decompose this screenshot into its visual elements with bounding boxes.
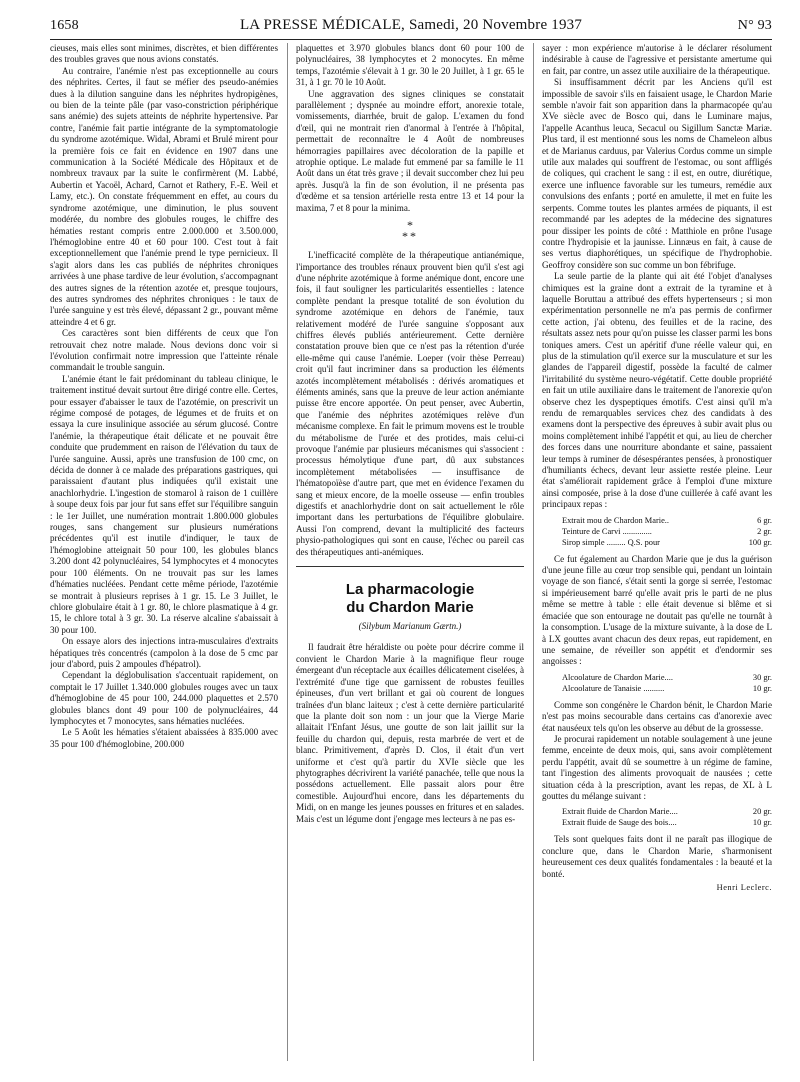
paragraph: L'anémie étant le fait prédominant du tableau clinique, le traitement institué devait surtout être dirigé contre elle. Certes, pour essayer d'abaisser le taux de l'azotémie, on prescrivit un régime composé de potages, de légumes et de fruits et on essaya la cure insulinique associée au sérum glucosé. Contre l'anémie, la thérapeutique était délicate et ne pouvait être conduite que prudemment en raison de l'élévation du taux de l'urée sanguine. Aussi, après une transfusion de 100 cmc, on décida de donner à ce malade des préparations gastriques, qui paraissaient d'autant plus indiquées qu'il existait une anachlorhydrie. L'ingestion de stomarol à raison de 1 cuillère à soupe deux fois par jour fut sans effet sur l'équilibre sanguin : le 1er Juillet, une numération montrait 1.800.000 globules rouges, sans changement sur plusieurs numérations précédentes qu'il est inutile d'indiquer, le taux de l'hémoglobine atteignait 50 pour 100, les globules blancs 3.200 dont 42 polynucléaires, 54 lymphocytes et 4 monocytes pour 100 éléments. On ne trouvait pas sur les lames d'hématies nucléées. Pendant cette même période, l'azotémie se montrait à plusieurs reprises à 1 gr. 15. Le 3 Juillet, le chlore globulaire était à 1 gr. 80, le chlore plasmatique à 4 gr. 15, le chlore total à 3 gr. 30. La réserve alcaline s'abaissait à 30 pour 100. [50, 373, 278, 635]
quantity: 10 gr. [752, 683, 772, 693]
paragraph: Comme son congénère le Chardon bénit, le Chardon Marie n'est pas moins secourable dans certains cas d'anorexie avec état nauséeux tels qu'on les observe au début de la grossesse. [542, 699, 772, 733]
quantity: 30 gr. [752, 672, 772, 682]
column-2 [296, 43, 524, 1061]
paragraph: L'inefficacité complète de la thérapeutique antianémique, l'importance des troubles rénaux prouvent bien qu'il s'est agi d'une néphrite azotémique à forme anémique dont, encore une fois, il faut souligner les particularités essentielles : latence complète pendant la presque totalité de son évolution du syndrome azotémique en dehors de l'anémie, taux relativement modéré de l'urée sanguine s'opposant aux chiffres élevés publiés antérieurement. Cette dernière constatation prouve bien que ce n'est pas la rétention d'urée elle-même qui cause l'anémie. Loeper (voir thèse Perreau) croit qu'il faut incriminer dans sa production les éléments azotés incomplètement métabolisés : dérivés aromatiques et éléments aminés, sans que la preuve de leur action anémiante puisse être encore apportée. On peut penser, avec Aubertin, que l'anémie des néphrites azotémiques relève d'un mécanisme complexe. En fait le primum movens est le trouble du métabolisme de l'urée et des protides, mais celui-ci provoque l'anémie par plusieurs mécanismes qui s'associent : processus hémolytique d'une part, dû aux substances incomplètement métabolisées — insuffisance de l'hématopoïèse d'autre part, que met en évidence l'examen du sang et mieux encore, de la moelle osseuse — enfin troubles digestifs et anachlorhydrie dont on sait actuellement le rôle important dans les perturbations de l'équilibre globulaire. Aussi l'on comprend, devant la multiplicité des facteurs physio-pathologiques qui sont en cause, l'échec ou pareil cas des thérapeutiques anti-anémiques. [296, 250, 524, 557]
section-asterism: * ** [402, 218, 418, 244]
newspaper-page [50, 15, 772, 1077]
recipe-3 [562, 806, 772, 828]
paragraph: Au contraire, l'anémie n'est pas exceptionnelle au cours des néphrites. Certes, il faut se méfier des pseudo-anémies dues à la dilution sanguine dans les néphrites hydropigènes, ou bien de la teinte pâle (par vaso-constriction périphérique sans anémie) des sujets atteints de néphrite hypertensive. Par contre, l'anémie fait partie intégrante de la symptomatologie du syndrome azotémique. Widal, Abrami et Brulé mirent pour la première fois ce fait en évidence en 1907 dans une communication à la Société Médicale des Hôpitaux et de nombreux travaux par la suite le confirmèrent (M. Labbé, Aubertin et Yacoël, Achard, Carnot et Rathery, F.-E. Weil et Lamy, etc.). On constate fréquemment en effet, au cours du syndrome azotémique, une diminution, le plus souvent modérée, du nombre des globules rouges, le chiffre des hématies restant compris entre 2.000.000 et 3.500.000, l'hémoglobine entre 40 et 60 pour 100. C'est tout à fait exceptionnellement que l'anémie prend le type pernicieux. Il s'agit alors dans les cas publiés de néphrites chroniques arrivées à une phase tardive de leur évolution, s'accompagnant des autres signes de la rétention azotée et, presque toujours, des autres syndromes des néphrites chroniques : le taux de l'urée sanguine y est très élevé, dépassant 2 gr., pouvant même atteindre 4 et 6 gr. [50, 65, 278, 327]
paragraph: Il faudrait être héraldiste ou poète pour décrire comme il convient le Chardon Marie à la magnifique fleur rouge émergeant d'un réceptacle aux écailles délicatement ciselées, à l'extrémité d'une tige que garnissent de robustes feuilles épineuses, d'un vert brillant et gai où courent de longues traînées d'un blanc laiteux ; c'est à cette dernière particularité que la plante doit son nom : un jour que la Vierge Marie allaitait l'Enfant Jésus, une goutte de son lait jaillit sur la feuille du chardon qui, depuis, resta marbrée de vert et de blanc. Primitivement, d'après D. Clos, il était d'un vert uniforme et c'est qu'à partir du XVIe siècle que les phytographes décrivirent la variété panachée, telle que nous la possédons actuellement. Elle passait alors pour être comestible. Aujourd'hui encore, dans les départements du Midi, on en mange les jeunes pousses en fritures et en salades. Mais c'est un légume dont j'engage mes lecteurs à ne pas es- [296, 642, 524, 824]
page-header [50, 15, 772, 39]
column-3 [542, 43, 772, 1061]
paragraph: Ce fut également au Chardon Marie que je dus la guérison d'une jeune fille au cœur trop sensible qui, pendant un lointain voyage de son fiancé, s'était senti la gorge si serrée, l'estomac si impérieusement barré qu'elle avait pris le parti de ne plus même se mettre à table : elle était devenue si blême et si émaciée que son entourage ne doutait pas qu'elle ne tournât à la consomption. L'usage de la mixture suivante, à la dose de L à LX gouttes avant chacun des deux repas, eut rapidement, en une semaine, de réveiller son appétit et d'endormir ses angoisses : [542, 553, 772, 667]
journal-title: LA PRESSE MÉDICALE, Samedi, 20 Novembre 1937 [239, 17, 583, 33]
paragraph: Tels sont quelques faits dont il ne paraît pas illogique de conclure que, dans le Chardon Marie, s'harmonisent heureusement ces deux qualités fondamentales : la beauté et la bonté. [542, 834, 772, 879]
article-title-line: La pharmacologie [345, 581, 475, 599]
quantity: 100 gr. [748, 537, 772, 547]
column-separator [533, 43, 534, 1061]
ingredient: Extrait mou de Chardon Marie.. [562, 515, 669, 525]
quantity: 2 gr. [757, 526, 772, 536]
ingredient: Alcoolature de Chardon Marie.... [562, 672, 673, 682]
article-title-line: du Chardon Marie [346, 599, 474, 617]
ingredient: Teinture de Carvi .............. [562, 526, 652, 536]
paragraph: Si insuffisamment décrit par les Anciens qu'il est impossible de savoir s'ils en faisaient usage, le Chardon Marie semble n'avoir fait son apparition dans la pharmacopée qu'au XVe siècle avec de Bosco qui, dans le Luminare majus, l'appelle Acanthus leuca, Secacul ou Sigillum Sanctæ Mariæ. Plus tard, il est mentionné sous les noms de Chameleon albus et de Marianus carduus, par Valerius Cordus comme un simple utile aux malades qui souffrent de l'estomac, ou sont affligés de coliques, qui crachent le sang : il est, en outre, diurétique, exerce une influence favorable sur les tumeurs, remédie aux convulsions des enfants ; porté en amulette, il met en fuite les serpents. Comme toutes les plantes armées de piquants, il est recommandé par les adeptes de la médecine des signatures pour dissiper les points de côté : Matthiole en prône l'usage contre l'hydropisie et la jaunisse. Linnæus en fait, à cause de ses vertus diaphorétiques, un spécifique de l'hydrophobie. Geoffroy considère son suc comme un bon fébrifuge. [542, 77, 772, 270]
paragraph: sayer : mon expérience m'autorise à le déclarer résolument indésirable à cause de l'agressive et persistante amertume qui en fait, par contre, un assez utile auxiliaire de la thérapeutique. [542, 43, 772, 76]
recipe-line [562, 672, 772, 683]
paragraph: Je procurai rapidement un notable soulagement à une jeune femme, enceinte de deux mois, qui, sans avoir complètement perdu l'appétit, avait dû se soumettre à un régime de famine, tant l'ingestion des aliments provoquait de nausées ; cette situation céda à la prescription, avant les repas, de XL à L gouttes du mélange suivant : [542, 733, 772, 801]
paragraph: cieuses, mais elles sont minimes, discrètes, et bien différentes des troubles graves que nous avions constatés. [50, 43, 278, 65]
quantity: 10 gr. [752, 818, 772, 828]
ingredient: Extrait fluide de Sauge des bois.... [562, 818, 677, 828]
ingredient: Extrait fluide de Chardon Marie.... [562, 807, 678, 817]
recipe-line [562, 683, 772, 694]
page-number: 1658 [50, 18, 79, 33]
issue-number: N° 93 [737, 18, 772, 33]
article-subtitle: (Silybum Marianum Gærtn.) [358, 621, 462, 632]
paragraph: Ces caractères sont bien différents de ceux que l'on retrouvait chez notre malade. Nous devions donc voir si l'évolution confirmait notre impression que l'atteinte rénale commandait le trouble sanguin. [50, 328, 278, 373]
ingredient: Alcoolature de Tanaisie .......... [562, 683, 665, 693]
header-rule [50, 39, 772, 40]
paragraph: Cependant la déglobulisation s'accentuait rapidement, on comptait le 17 Juillet 1.340.000 globules rouges avec un taux d'hémoglobine de 45 pour 100, 244.000 plaquettes et 2.570 globules blancs dont 49 pour 100 de polynucléaires, 44 lymphocytes et 7 monocytes, sans hématies nucléées. [50, 670, 278, 726]
paragraph: La seule partie de la plante qui ait été l'objet d'analyses chimiques est la graine dont a extrait de la tyramine et à laquelle Boruttau a attribué des effets hypertenseurs ; si mon expérimentation personnelle ne m'a pas permis de confirmer cette action, j'ai obtenu, des feuilles et de la racine, des résultats assez nets pour qu'on puisse les classer parmi les bons toniques amers. C'est un apéritif d'une réelle valeur qui, en plus de la stimulation qu'il exerce sur la musculature et sur les glandes de l'appareil digestif, possède la faculté de calmer l'irritabilité du système neuro-végétatif. Cette double propriété en fait un utile auxiliaire dans le traitement de l'anorexie qu'on observe chez les dyspeptiques émotifs. C'est ainsi qu'il m'a rendu de remarquables services chez des candidats à des examens dont la perspective des épreuves à subir avait plus ou moins complètement inhibé l'appétit et qui, au lieu de chercher des forces dans une nourriture abondante et saine, passaient leur temps à ruminer de désespérantes pensées, à pronostiquer d'humiliants échecs, devant leur assiette restée pleine. Leur état s'améliorait rapidement grâce à l'emploi d'une mixture ainsi composée, prise à la dose d'une cuillerée à café avant les principaux repas : [542, 271, 772, 510]
recipe-line [562, 515, 772, 526]
recipe-2 [562, 672, 772, 694]
paragraph: Le 5 Août les hématies s'étaient abaissées à 835.000 avec 35 pour 100 d'hémoglobine, 200.000 [50, 727, 278, 749]
paragraph: Une aggravation des signes cliniques se constatait parallèlement ; dyspnée au moindre effort, anorexie totale, vomissements, diarrhée, bruit de galop. L'examen du fond d'œil, qui ne montrait rien d'anormal à l'entrée à l'hôpital, permettait de reconnaître le 4 Août de nombreuses hémorragies papillaires avec décoloration de la papille et atrophie optique. Le malade fut emmené par sa famille le 11 Août dans un état très grave ; il devait succomber chez lui peu après. Jusqu'à la fin de son évolution, il ne présenta pas d'œdème et sa tension artérielle resta entre 13 et 14 pour la maxima, 7 et 8 pour la minima. [296, 88, 524, 213]
recipe-line [562, 817, 772, 828]
column-separator [287, 43, 288, 1061]
author-signature: Henri Leclerc. [716, 883, 772, 892]
column-1 [50, 43, 278, 1061]
ingredient: Sirop simple ......... Q.S. pour [562, 537, 660, 547]
recipe-1 [562, 515, 772, 548]
article-separator [296, 566, 524, 567]
quantity: 20 gr. [752, 807, 772, 817]
paragraph: plaquettes et 3.970 globules blancs dont 60 pour 100 de polynucléaires, 38 lymphocytes et 2 monocytes. En même temps, l'azotémie s'élevait à 1 gr. 30 le 20 Juillet, à 1 gr. 65 le 31, à 1 gr. 70 le 10 Août. [296, 43, 524, 88]
article-title [296, 581, 524, 617]
quantity: 6 gr. [757, 515, 772, 525]
recipe-line [562, 806, 772, 817]
recipe-line [562, 526, 772, 537]
paragraph: On essaye alors des injections intra-musculaires d'extraits hépatiques très concentrés (campolon à la dose de 5 cmc par jour d'abord, puis 2 ampoules d'hépatrol). [50, 636, 278, 669]
recipe-line [562, 537, 772, 548]
